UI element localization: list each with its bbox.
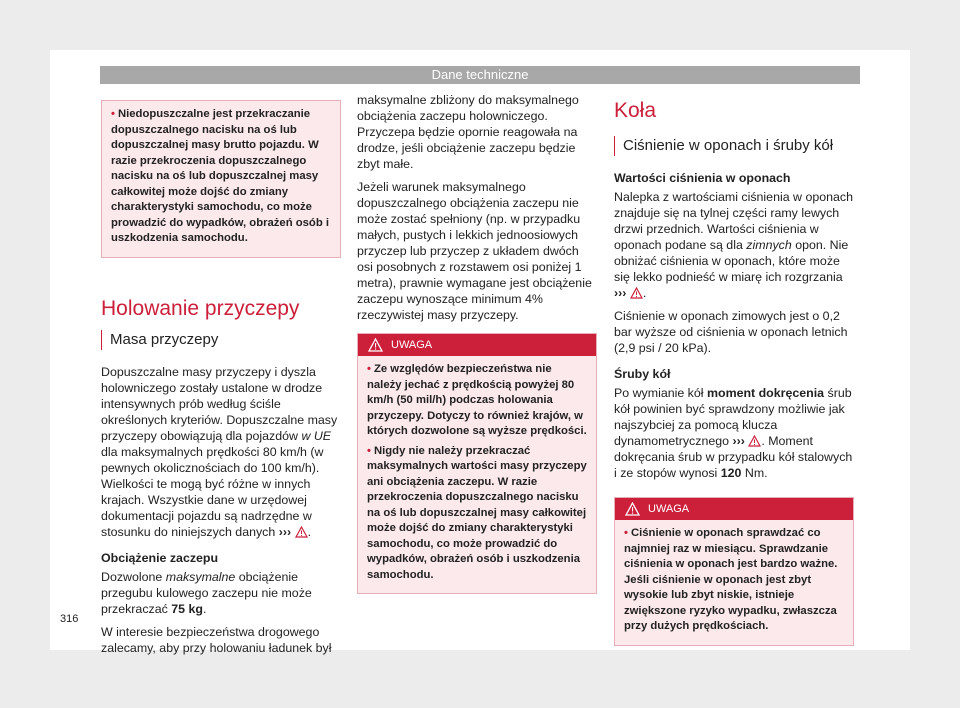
trailer-mass-paragraph: Dopuszczalne masy przyczepy i dyszla holowniczego zostały ustalone w drodze intensywnych prób według ściśle określonych kryteriów. Dopuszczalne masy przyczepy obowiązują dla pojazdów w UE dla maksymalnych prędkości 80 km/h (w pewnych okolicznościach do 100 km/h). Wielkości te mogą być różne w innych krajach. Wszystkie dane w urzędowej dokumentacji pojazdu są nadrzędne w stosunku do niniejszych danych ››› .: [101, 364, 338, 539]
wheel-bolts-paragraph: Po wymianie kół moment dokręcenia śrub kół powinien być sprawdzony możliwie jak najszybciej za pomocą klucza dynamometrycznego ››› . Moment dokręcania śrub w przypadku kół stalowych i ze stopów wynosi 120 Nm.: [614, 386, 853, 480]
warning-triangle-icon: [368, 338, 383, 352]
warning-box-tyre-pressure: [614, 497, 854, 646]
page-header: Dane techniczne: [100, 66, 860, 84]
bullet-icon: •: [624, 527, 628, 539]
column-1: [101, 92, 341, 663]
cross-reference-link[interactable]: ›››: [614, 286, 627, 300]
subsection-title-trailer-mass: Masa przyczepy: [101, 330, 341, 350]
section-title-towing: Holowanie przyczepy: [101, 296, 300, 320]
heading-wheel-bolts: Śruby kół: [614, 367, 671, 381]
cross-reference-link[interactable]: ›››: [732, 434, 745, 448]
warning-triangle-icon: [625, 502, 640, 516]
bullet-icon: •: [367, 444, 371, 457]
section-title-wheels: Koła: [614, 99, 657, 122]
warning-box-speed: [357, 333, 597, 594]
warning-item-check-pressure: • Ciśnienie w oponach sprawdzać co najmniej raz w miesiącu. Sprawdzanie ciśnienia w oponach jest bardzo ważne. Jeśli ciśnienie w oponach jest zbyt wysokie lub zbyt niskie, istnieje zwiększone ryzyko wypadku, zwłaszcza przy dużych prędkościach.: [624, 527, 838, 632]
warning-item-max-mass: • Nigdy nie należy przekraczać maksymalnych wartości masy przyczepy ani obciążenia zaczepu. W razie przekroczenia dopuszczalnego nacisku na oś lub dopuszczalnej masy całkowitej może dojść do zmiany charakterystyki samochodu, co może prowadzić do wypadków, obrażeń osób i uszkodzenia samochodu.: [367, 444, 587, 581]
warning-box-axle-load: • Niedopuszczalne jest przekraczanie dopuszczalnego nacisku na oś lub dopuszczalnej masy brutto pojazdu. W razie przekroczenia dopuszczalnego nacisku na oś lub dopuszczalnej masy całkowitej może dojść do zmiany charakterystyki samochodu, co może prowadzić do wypadków, obrażeń osób i uszkodzenia samochodu.: [101, 100, 341, 258]
warning-label: UWAGA: [648, 503, 690, 515]
warning-triangle-icon: [748, 435, 761, 447]
cross-reference-link[interactable]: ›››: [278, 524, 292, 539]
warning-triangle-icon: [295, 526, 308, 538]
bullet-icon: •: [111, 108, 115, 120]
warning-header: [358, 334, 596, 356]
warning-triangle-icon: [630, 287, 643, 299]
safety-paragraph: W interesie bezpieczeństwa drogowego zalecamy, aby przy holowaniu ładunek był: [101, 624, 332, 655]
warning-header: [615, 498, 853, 520]
bullet-icon: •: [367, 363, 371, 375]
column-2: [357, 92, 597, 604]
heading-hitch-load: Obciążenie zaczepu: [101, 550, 219, 565]
warning-label: UWAGA: [391, 339, 433, 351]
heading-tyre-pressure-values: Wartości ciśnienia w oponach: [614, 171, 791, 185]
min-load-paragraph: Jeżeli warunek maksymalnego dopuszczalnego obciążenia zaczepu nie może zostać spełniony (np. w przypadku małych, pustych i lekkich jednoosiowych przyczep lub przyczep z układem dwóch osi posobnych z rozstawem osi poniżej 1 metra), prawnie wymagane jest obciążenie zaczepu wynoszące minimum 4% rzeczywistej masy przyczepy.: [357, 180, 592, 322]
column-3: [614, 92, 854, 656]
page-number: 316: [60, 613, 79, 625]
tyre-pressure-paragraph: Nalepka z wartościami ciśnienia w oponach znajduje się na tylnej części ramy lewych drzwi przednich. Wartości ciśnienia w oponach podane są dla zimnych opon. Nie obniżać ciśnienia w oponach, które może się lekko podnieść w miarę ich rozgrzania ››› .: [614, 190, 853, 300]
subsection-title-tyre-pressure: Ciśnienie w oponach i śruby kół: [614, 136, 854, 156]
hitch-load-paragraph: Dozwolone maksymalne obciążenie przegubu kulowego zaczepu nie może przekraczać 75 kg.: [101, 569, 312, 616]
winter-tyre-paragraph: Ciśnienie w oponach zimowych jest o 0,2 bar wyższe od ciśnienia w oponach letnich (2,9 psi / 20 kPa).: [614, 309, 848, 355]
load-paragraph: maksymalne zbliżony do maksymalnego obciążenia zaczepu holowniczego. Przyczepa będzie opornie reagowała na drodze, jeśli obciążenie zaczepu będzie zbyt małe.: [357, 93, 579, 171]
warning-item-speed: • Ze względów bezpieczeństwa nie należy jechać z prędkością powyżej 80 km/h (50 mil/h) podczas holowania przyczepy. Dotyczy to również krajów, w których dozwolone są wyższe prędkości.: [367, 363, 587, 437]
